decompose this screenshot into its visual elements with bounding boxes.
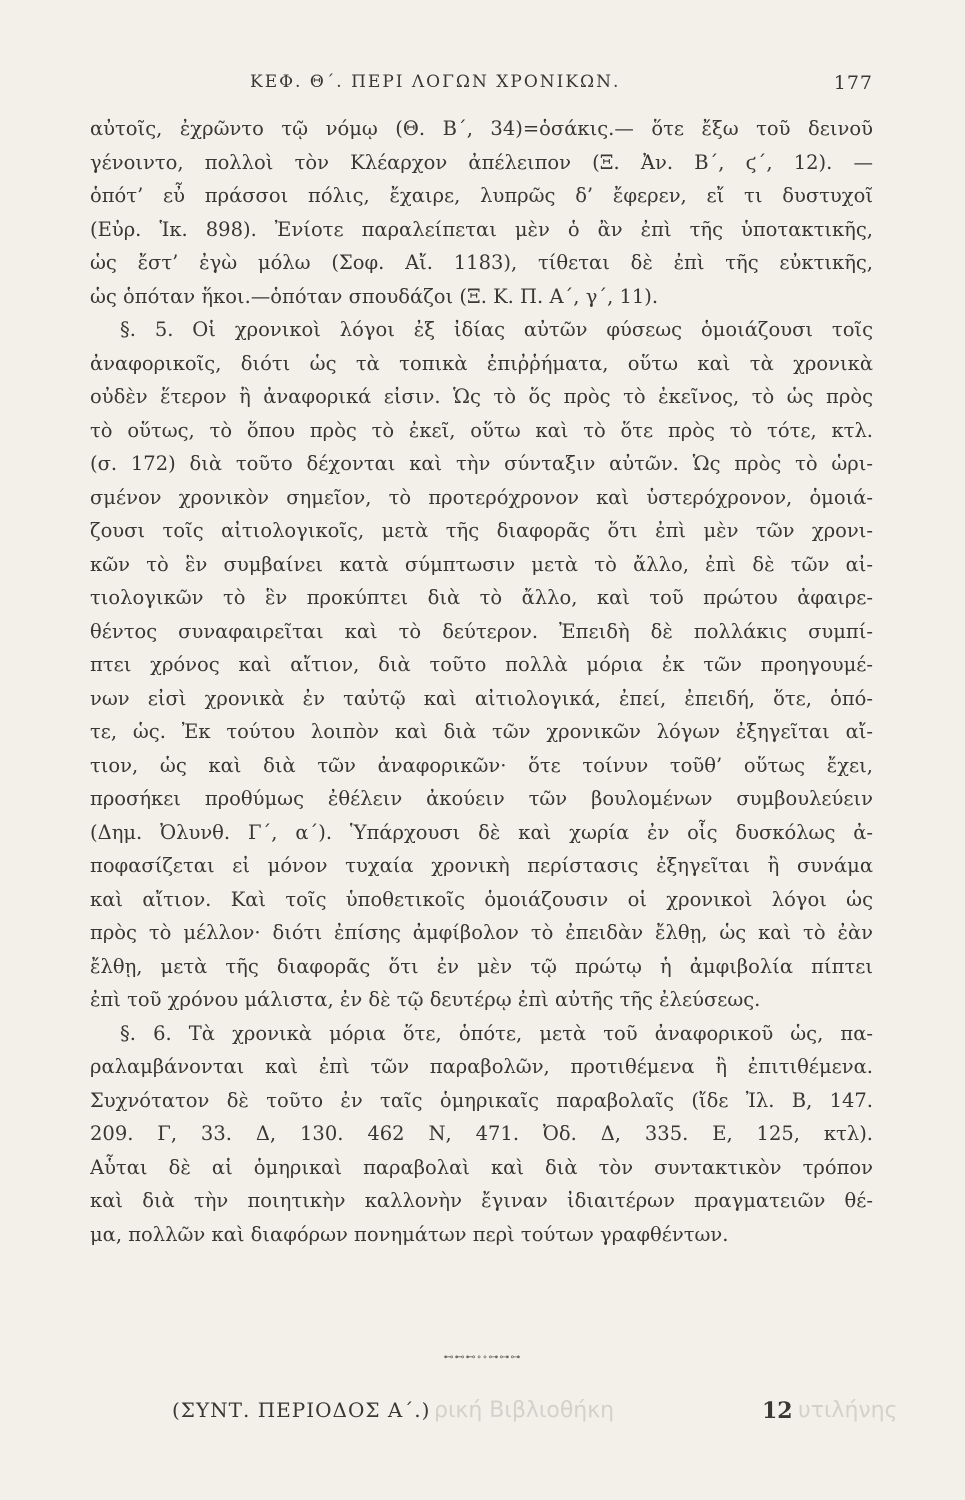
library-watermark: ρική Βιβλιοθήκη [434,1398,615,1423]
text-line: τιον, ὡς καὶ διὰ τῶν ἀναφορικῶν· ὅτε τοίνυν τοῦθ’ οὕτως ἔχει, [90,753,873,777]
text-line: ραλαμβάνονται καὶ ἐπὶ τῶν παραβολῶν, προτιθέμενα ἢ ἐπιτιθέμενα. [90,1055,873,1078]
text-line: καὶ αἴτιον. Καὶ τοῖς ὑποθετικοῖς ὁμοιάζουσιν οἱ χρονικοὶ λόγοι ὡς [90,887,873,911]
text-line: ἐπὶ τοῦ χρόνου μάλιστα, ἐν δὲ τῷ δευτέρῳ ἐπὶ αὐτῆς τῆς ἐλεύσεως. [90,988,761,1011]
text-line: πρὸς τὸ μέλλον· διότι ἐπίσης ἀμφίβολον τὸ ἐπειδὰν ἔλθῃ, ὡς καὶ τὸ ἐὰν [90,921,873,944]
text-line: τὸ οὕτως, τὸ ὅπου πρὸς τὸ ἐκεῖ, οὕτω καὶ τὸ ὅτε πρὸς τὸ τότε, κτλ. [90,418,873,442]
text-line: θέντος συναφαιρεῖται καὶ τὸ δεύτερον. Ἐπειδὴ δὲ πολλάκις συμπί- [90,619,873,643]
text-line: Συχνότατον δὲ τοῦτο ἐν ταῖς ὁμηρικαῖς παραβολαῖς (ἴδε Ἰλ. Β, 147. [90,1088,873,1112]
text-line: ὡς ἔστ’ ἐγὼ μόλω (Σοφ. Αἴ. 1183), τίθεται δὲ ἐπὶ τῆς εὐκτικῆς, [90,251,873,274]
text-line: νων εἰσὶ χρονικὰ ἐν ταὐτῷ καὶ αἰτιολογικά, ἐπεί, ἐπειδή, ὅτε, ὁπό- [90,686,873,710]
text-line: ζουσι τοῖς αἰτιολογικοῖς, μετὰ τῆς διαφορᾶς ὅτι ἐπὶ μὲν τῶν χρονι- [90,519,873,542]
text-line: αὐτοῖς, ἐχρῶντο τῷ νόμῳ (Θ. Β΄, 34)=ὁσάκις.— ὅτε ἔξω τοῦ δεινοῦ [90,117,873,140]
text-line: ποφασίζεται εἰ μόνον τυχαία χρονικὴ περίστασις ἐξηγεῖται ἢ συνάμα [90,854,873,877]
text-line: οὐδὲν ἕτερον ἢ ἀναφορικά εἰσιν. Ὡς τὸ ὅς πρὸς τὸ ἐκεῖνος, τὸ ὡς πρὸς [90,385,873,408]
text-line: 209. Γ, 33. Δ, 130. 462 Ν, 471. Ὀδ. Δ, 335. Ε, 125, κτλ). [90,1122,873,1145]
text-line: ὁπότ’ εὖ πράσσοι πόλις, ἔχαιρε, λυπρῶς δ’ ἔφερεν, εἴ τι δυστυχοῖ [90,184,873,207]
page-number: 177 [833,72,873,94]
text-line: γένοιντο, πολλοὶ τὸν Κλέαρχον ἀπέλειπον (Ξ. Ἀν. Β΄, ϛ΄, 12). — [90,150,873,174]
text-line: §. 6. Τὰ χρονικὰ μόρια ὅτε, ὁπότε, μετὰ τοῦ ἀναφορικοῦ ὡς, πα- [120,1021,873,1045]
text-line: ἔλθῃ, μετὰ τῆς διαφορᾶς ὅτι ἐν μὲν τῷ πρώτῳ ἡ ἀμφιβολία πίπτει [90,954,873,978]
text-line: μα, πολλῶν καὶ διαφόρων πονημάτων περὶ τούτων γραφθέντων. [90,1222,729,1246]
text-line: καὶ διὰ τὴν ποιητικὴν καλλονὴν ἔγιναν ἰδιαιτέρων πραγματειῶν θέ- [90,1189,873,1212]
text-line: κῶν τὸ ἓν συμβαίνει κατὰ σύμπτωσιν μετὰ τὸ ἄλλο, ἐπὶ δὲ τῶν αἰ- [90,552,873,576]
signature-number: 12 [762,1398,793,1424]
running-header [90,72,873,100]
text-line: ὡς ὁπόταν ἥκοι.—ὁπόταν σπουδάζοι (Ξ. Κ. Π. Α΄, γ΄, 11). [90,284,659,308]
section-ornament: ⊷⊷⊷∘∘⊶⊶⊶ [443,1352,522,1363]
signature-mark: (ΣΥΝΤ. ΠΕΡΙΟΔΟΣ Α΄.) [172,1398,431,1422]
body-text [90,112,873,1251]
text-line: Αὗται δὲ αἱ ὁμηρικαὶ παραβολαὶ καὶ διὰ τὸν συντακτικὸν τρόπον [90,1155,873,1179]
text-line: ἀναφορικοῖς, διότι ὡς τὰ τοπικὰ ἐπιῤῥήματα, οὕτω καὶ τὰ χρονικὰ [90,351,873,375]
page-footer [172,1398,898,1438]
chapter-title: ΚΕΦ. Θ΄. ΠΕΡΙ ΛΟΓΩΝ ΧΡΟΝΙΚΩΝ. [250,72,621,92]
text-line: (Εὐρ. Ἱκ. 898). Ἐνίοτε παραλείπεται μὲν ὁ ἂν ἐπὶ τῆς ὑποτακτικῆς, [90,217,873,241]
text-line: (σ. 172) διὰ τοῦτο δέχονται καὶ τὴν σύνταξιν αὐτῶν. Ὡς πρὸς τὸ ὡρι- [90,452,873,475]
text-line: τιολογικῶν τὸ ἓν προκύπτει διὰ τὸ ἄλλο, καὶ τοῦ πρώτου ἀφαιρε- [90,586,873,609]
library-watermark-end: υτιλήνης [798,1398,898,1423]
text-line: §. 5. Οἱ χρονικοὶ λόγοι ἐξ ἰδίας αὐτῶν φύσεως ὁμοιάζουσι τοῖς [120,318,873,341]
text-line: πτει χρόνος καὶ αἴτιον, διὰ τοῦτο πολλὰ μόρια ἐκ τῶν προηγουμέ- [90,653,873,676]
text-line: τε, ὡς. Ἐκ τούτου λοιπὸν καὶ διὰ τῶν χρονικῶν λόγων ἐξηγεῖται αἴ- [90,720,873,743]
text-line: (Δημ. Ὀλυνθ. Γ΄, α΄). Ὑπάρχουσι δὲ καὶ χωρία ἐν οἷς δυσκόλως ἀ- [90,820,873,844]
text-line: σμένον χρονικὸν σημεῖον, τὸ προτερόχρονον καὶ ὑστερόχρονον, ὁμοιά- [90,485,873,509]
text-line: προσήκει προθύμως ἐθέλειν ἀκούειν τῶν βουλομένων συμβουλεύειν [90,787,873,810]
